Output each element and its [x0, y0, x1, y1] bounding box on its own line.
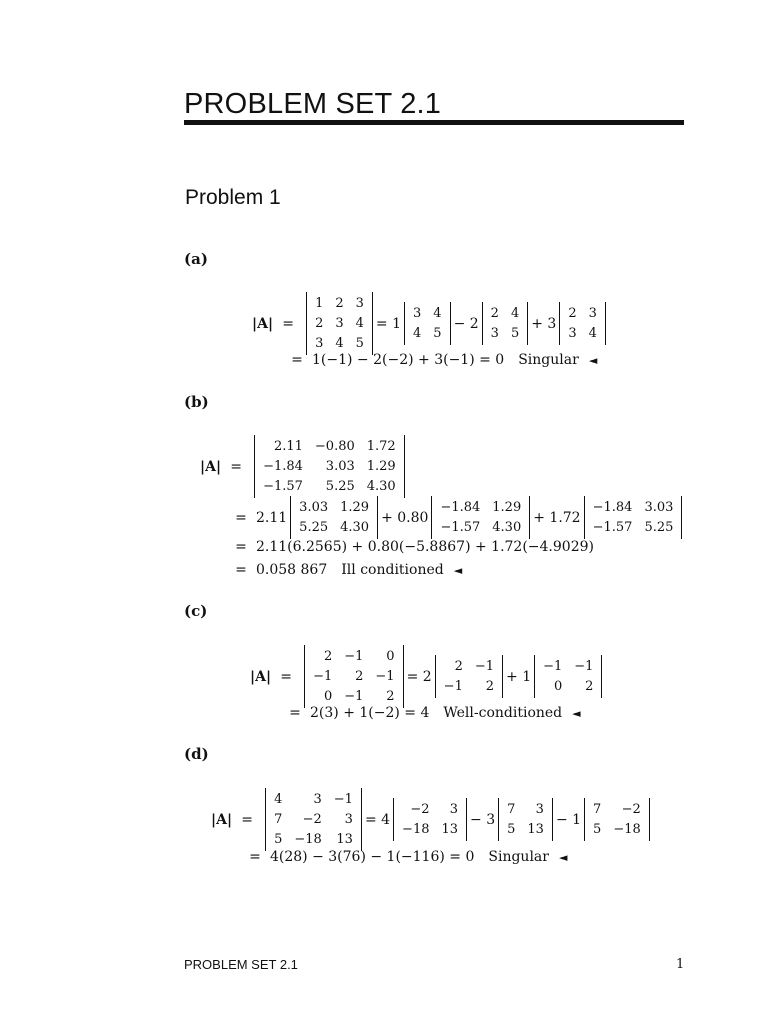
matrix-entry: 3: [490, 326, 499, 341]
matrix-entry: 2: [485, 679, 495, 694]
matrix-entry: 3: [344, 812, 353, 827]
matrix-entry: 3: [449, 802, 459, 817]
matrix-entry: 3: [568, 326, 577, 341]
matrix-d: [265, 788, 362, 851]
part-c-label: (c): [184, 602, 208, 620]
det-d-symbol: |A|: [211, 811, 233, 828]
expansion: 2(3) + 1(−2) = 4: [310, 705, 430, 721]
matrix-entry: 5: [355, 336, 364, 351]
matrix-entry: 4.30: [340, 520, 370, 535]
minor-d-1: [393, 798, 467, 841]
minor-c-1: [435, 655, 503, 698]
part-b-expansion: [226, 496, 685, 539]
equals-sign: =: [291, 352, 303, 368]
matrix-entry: 4: [413, 326, 422, 341]
matrix-entry: −0.80: [314, 439, 355, 454]
equals-sign: =: [289, 705, 301, 721]
matrix-entry: 5: [274, 832, 283, 847]
matrix-entry: −1.84: [263, 459, 303, 474]
matrix-entry: 2: [490, 306, 499, 321]
part-b-result: [226, 562, 462, 578]
part-a-equation: [252, 292, 609, 355]
matrix-entry: 1.29: [366, 459, 396, 474]
matrix-entry: 4: [588, 326, 597, 341]
matrix-entry: −1: [443, 679, 463, 694]
matrix-entry: −2: [621, 802, 641, 817]
matrix-entry: −1.84: [440, 500, 481, 515]
part-d-equation: [211, 788, 653, 851]
minor-a-3: [559, 302, 606, 345]
coefficient: − 2: [453, 315, 479, 332]
minor-d-2: [498, 798, 553, 841]
coefficient: − 3: [470, 811, 496, 828]
matrix-entry: 5.25: [325, 479, 355, 494]
matrix-entry: 3: [355, 296, 364, 311]
matrix-entry: −18: [402, 822, 430, 837]
page-title: PROBLEM SET 2.1: [184, 88, 442, 120]
matrix-entry: 2: [323, 649, 333, 664]
matrix-entry: 1: [315, 296, 324, 311]
matrix-entry: 3.03: [299, 500, 329, 515]
matrix-entry: 4: [355, 316, 364, 331]
equals-sign: =: [235, 562, 247, 578]
end-marker-icon: ◄: [572, 706, 581, 720]
coefficient: 2.11: [256, 509, 288, 526]
matrix-c: [304, 645, 404, 708]
conclusion: Well-conditioned: [443, 705, 563, 721]
matrix-entry: 1.29: [492, 500, 522, 515]
det-b-symbol: |A|: [200, 458, 222, 475]
matrix-entry: 0: [386, 649, 395, 664]
matrix-entry: 5: [510, 326, 520, 341]
matrix-entry: 5: [507, 822, 516, 837]
matrix-entry: 0: [554, 679, 563, 694]
matrix-entry: −18: [294, 832, 322, 847]
problem-heading: Problem 1: [185, 186, 281, 209]
matrix-entry: 3: [535, 802, 544, 817]
conclusion: Singular: [518, 352, 579, 368]
matrix-entry: 5.25: [644, 520, 674, 535]
matrix-entry: −1.57: [440, 520, 481, 535]
minor-b-3: [584, 496, 683, 539]
part-b-equation: [200, 435, 408, 498]
matrix-a: [306, 292, 373, 355]
equals-sign: =: [280, 668, 292, 685]
matrix-entry: 3: [588, 306, 597, 321]
part-b-line3: [226, 539, 594, 555]
minor-a-2: [482, 302, 529, 345]
page-number: 1: [676, 957, 685, 972]
equals-sign: =: [241, 811, 253, 828]
matrix-entry: 3: [413, 306, 422, 321]
matrix-entry: 3: [313, 792, 322, 807]
matrix-entry: −1: [344, 649, 364, 664]
end-marker-icon: ◄: [558, 850, 568, 864]
matrix-entry: 1.29: [340, 500, 370, 515]
part-a-label: (a): [184, 250, 208, 268]
matrix-entry: −1.57: [592, 520, 633, 535]
result-value: 0.058 867: [256, 562, 328, 578]
matrix-entry: 2: [355, 669, 364, 684]
matrix-entry: −2: [410, 802, 430, 817]
coefficient: − 1: [555, 811, 582, 828]
matrix-entry: 1.72: [366, 439, 396, 454]
matrix-entry: −1.84: [592, 500, 633, 515]
end-marker-icon: ◄: [453, 563, 463, 577]
matrix-entry: 3: [315, 336, 324, 351]
conclusion: Ill conditioned: [341, 562, 444, 578]
coefficient: + 1.72: [533, 509, 581, 526]
matrix-entry: −1: [375, 669, 395, 684]
matrix-entry: −1: [333, 792, 353, 807]
coefficient: = 4: [364, 811, 391, 828]
matrix-entry: −18: [613, 822, 641, 837]
matrix-entry: 4.30: [366, 479, 396, 494]
part-a-result: [282, 352, 597, 368]
part-b-label: (b): [184, 393, 209, 411]
matrix-entry: −1: [474, 659, 495, 674]
title-rule: [184, 120, 684, 125]
matrix-entry: 13: [336, 832, 353, 847]
matrix-entry: 2: [454, 659, 463, 674]
coefficient: + 1: [506, 668, 532, 685]
matrix-entry: −1: [344, 689, 364, 704]
matrix-entry: 0: [323, 689, 333, 704]
matrix-entry: 4: [274, 792, 283, 807]
matrix-entry: 4: [335, 336, 344, 351]
matrix-entry: 3: [335, 316, 344, 331]
minor-d-3: [584, 798, 650, 841]
equals-sign: =: [235, 539, 247, 555]
part-d-result: [240, 849, 567, 865]
matrix-entry: −2: [302, 812, 322, 827]
part-d-label: (d): [184, 745, 209, 763]
expansion: 1(−1) − 2(−2) + 3(−1) = 0: [312, 352, 505, 368]
expansion: 2.11(6.2565) + 0.80(−5.8867) + 1.72(−4.9029): [256, 539, 594, 555]
equals-sign: =: [230, 458, 242, 475]
matrix-entry: 2: [386, 689, 395, 704]
matrix-entry: 13: [441, 822, 459, 837]
matrix-entry: 4.30: [492, 520, 522, 535]
matrix-entry: 7: [507, 802, 516, 817]
part-c-equation: [250, 645, 605, 708]
matrix-b: [254, 435, 405, 498]
matrix-entry: 3.03: [644, 500, 674, 515]
matrix-entry: 2: [568, 306, 577, 321]
minor-a-1: [404, 302, 451, 345]
matrix-entry: 2.11: [273, 439, 303, 454]
minor-b-2: [431, 496, 530, 539]
matrix-entry: 4: [510, 306, 520, 321]
matrix-entry: 5: [593, 822, 602, 837]
equals-sign: =: [235, 509, 247, 526]
matrix-entry: 5.25: [299, 520, 329, 535]
footer-title: PROBLEM SET 2.1: [184, 957, 298, 972]
det-c-symbol: |A|: [250, 668, 272, 685]
matrix-entry: −1: [543, 659, 563, 674]
matrix-entry: −1.57: [263, 479, 303, 494]
expansion: 4(28) − 3(76) − 1(−116) = 0: [270, 849, 475, 865]
det-a-symbol: |A|: [252, 315, 274, 332]
matrix-entry: 5: [433, 326, 442, 341]
coefficient: = 1: [375, 315, 401, 332]
matrix-entry: −1: [574, 659, 594, 674]
coefficient: = 2: [406, 668, 432, 685]
end-marker-icon: ◄: [588, 353, 598, 367]
matrix-entry: 7: [274, 812, 283, 827]
equals-sign: =: [282, 315, 294, 332]
conclusion: Singular: [488, 849, 549, 865]
equals-sign: =: [249, 849, 261, 865]
matrix-entry: 7: [593, 802, 602, 817]
matrix-entry: 4: [433, 306, 442, 321]
minor-c-2: [534, 655, 602, 698]
part-c-result: [280, 705, 581, 721]
minor-b-1: [290, 496, 378, 539]
matrix-entry: 13: [527, 822, 544, 837]
matrix-entry: 2: [335, 296, 344, 311]
matrix-entry: −1: [313, 669, 333, 684]
matrix-entry: 3.03: [325, 459, 355, 474]
matrix-entry: 2: [585, 679, 594, 694]
matrix-entry: 2: [315, 316, 324, 331]
coefficient: + 0.80: [381, 509, 429, 526]
coefficient: + 3: [531, 315, 557, 332]
